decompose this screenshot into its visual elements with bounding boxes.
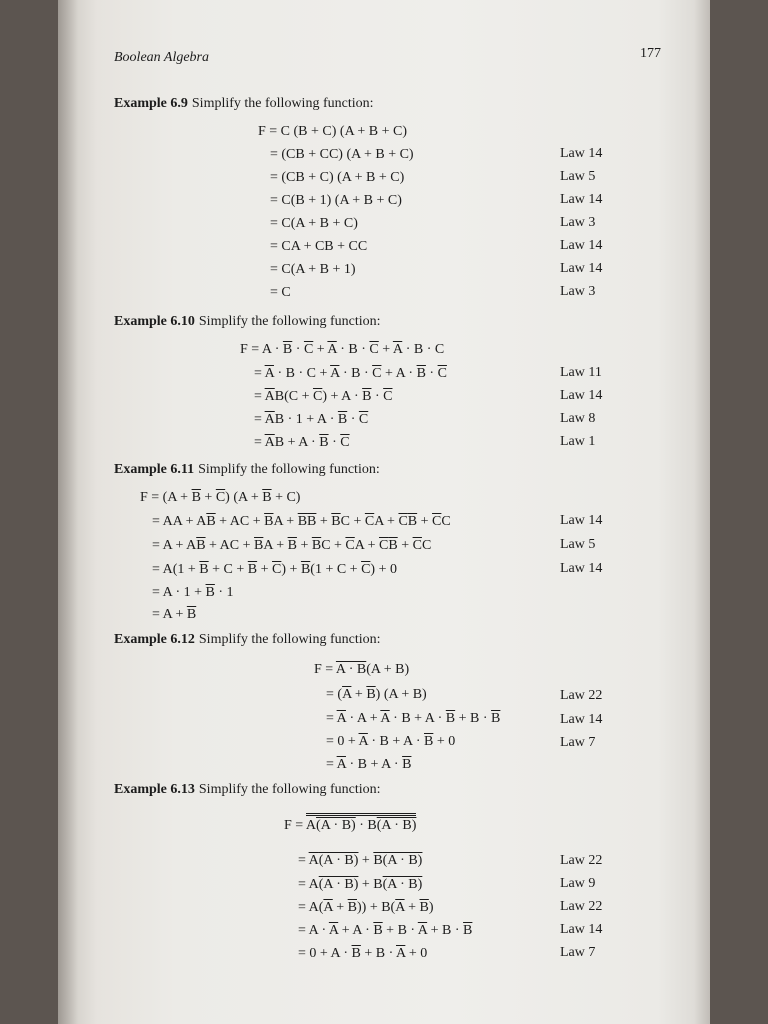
ex69-law-1: Law 14 — [560, 146, 603, 161]
example-label: Example 6.11 — [114, 462, 195, 477]
ex612-law-1: Law 22 — [560, 688, 603, 703]
ex69-step-4: = C(A + B + C) — [270, 216, 358, 231]
ex613-step-4: = $A \cdot \overline{A} + A \cdot \overline{B} + B \cdot \overline{A} + B \cdot \overline{B}$ — [298, 923, 473, 938]
ex69-law-2: Law 5 — [560, 169, 596, 184]
page-number: 177 — [640, 46, 661, 61]
ex613-law-2: Law 9 — [560, 876, 596, 891]
ex69-step-1: = (CB + CC) (A + B + C) — [270, 147, 414, 162]
ex613-step-0: F = A(A · B) · B(A · B) — [284, 818, 416, 834]
ex69-law-3: Law 14 — [560, 192, 603, 207]
ex69-law-6: Law 14 — [560, 261, 603, 276]
example-label: Example 6.9 — [114, 96, 188, 111]
example-6-10-heading — [114, 314, 381, 330]
ex611-law-1: Law 14 — [560, 513, 603, 528]
ex69-step-5: = CA + CB + CC — [270, 239, 368, 254]
ex69-step-2: = (CB + C) (A + B + C) — [270, 170, 405, 185]
example-6-12-heading — [114, 632, 381, 648]
ex610-step-1: = $\overline{A} \cdot B \cdot C + \overline{A} \cdot B \cdot \overline{C} + A \cdot \overline{B} \cdot \overline{C}$ — [254, 366, 447, 381]
ex612-step-0: F = A · B(A + B) — [314, 662, 410, 677]
ex611-law-2: Law 5 — [560, 537, 596, 552]
ex611-step-2: = $A + A\overline{B}$ + AC + $\overline{B}A + \overline{B} + \overline{B}C + \overline{C}A + \overline{C}\overline{B} + \overline{C}C$ — [152, 538, 432, 553]
ex613-law-4: Law 14 — [560, 922, 603, 937]
example-label: Example 6.10 — [114, 314, 195, 329]
ex613-law-5: Law 7 — [560, 945, 596, 960]
example-text: Simplify the following function: — [198, 632, 381, 647]
example-6-13-heading — [114, 782, 381, 798]
ex613-step-5: = $0 + A \cdot \overline{B} + B \cdot \overline{A} + 0$ — [298, 946, 428, 961]
book-page — [58, 0, 710, 1024]
ex612-law-3: Law 7 — [560, 735, 596, 750]
ex610-step-3: = $\overline{A}B \cdot 1 + A \cdot \overline{B} \cdot \overline{C}$ — [254, 412, 369, 427]
ex69-step-0: F = C (B + C) (A + B + C) — [258, 124, 408, 139]
ex611-step-0: $F = (A + \overline{B} + \overline{C})$ $(A + \overline{B} + C)$ — [140, 490, 301, 505]
example-6-11-heading — [114, 462, 380, 478]
ex613-law-3: Law 22 — [560, 899, 603, 914]
ex613-law-1: Law 22 — [560, 853, 603, 868]
ex611-step-4: = $A \cdot 1 + \overline{B} \cdot 1$ — [152, 585, 234, 600]
ex69-law-4: Law 3 — [560, 215, 596, 230]
gutter-shadow — [58, 0, 78, 1024]
ex613-step-3: = $A(\overline{A} + \overline{B})) + B(\overline{A} + \overline{B})$ — [298, 900, 434, 915]
example-label: Example 6.12 — [114, 632, 195, 647]
ex610-step-2: = $\overline{A}B(C + \overline{C}) + A \cdot \overline{B} \cdot \overline{C}$ — [254, 389, 393, 404]
ex612-step-3: = $0 + \overline{A} \cdot B + A \cdot \overline{B} + 0$ — [326, 734, 456, 749]
example-text: Simplify the following function: — [198, 462, 380, 477]
example-label: Example 6.13 — [114, 782, 195, 797]
ex611-step-1: = AA + $A\overline{B}$ + AC + $\overline{B}A + \overline{B}\overline{B} + \overline{B}C + \overline{C}A + \overline{C}\overline{B} + \overline{C}C$ — [152, 514, 451, 529]
ex69-step-7: = C — [270, 285, 291, 300]
example-6-9-heading — [114, 96, 374, 112]
ex610-law-1: Law 11 — [560, 365, 602, 380]
example-text: Simplify the following function: — [198, 314, 381, 329]
ex69-law-7: Law 3 — [560, 284, 596, 299]
page-edge — [694, 0, 710, 1024]
example-text: Simplify the following function: — [198, 782, 381, 797]
ex612-step-4: = $\overline{A} \cdot B + A \cdot \overline{B}$ — [326, 757, 412, 772]
running-head: Boolean Algebra — [114, 50, 210, 65]
ex611-step-3: = $A(1 + \overline{B} + C + \overline{B} + \overline{C}) + \overline{B}(1 + C + \overline{C}) + 0$ — [152, 562, 397, 577]
ex611-law-3: Law 14 — [560, 561, 603, 576]
ex613-step-1: = A(A · B) + B(A · B) — [298, 853, 423, 868]
ex69-law-5: Law 14 — [560, 238, 603, 253]
ex610-law-4: Law 1 — [560, 434, 596, 449]
ex612-step-2: = $\overline{A} \cdot A + \overline{A} \cdot B + A \cdot \overline{B} + B \cdot \overline{B}$ — [326, 711, 501, 726]
example-text: Simplify the following function: — [191, 96, 374, 111]
ex610-step-4: = $\overline{A}B + A \cdot \overline{B} \cdot \overline{C}$ — [254, 435, 350, 450]
ex610-law-3: Law 8 — [560, 411, 596, 426]
ex612-step-1: = $(\overline{A} + \overline{B}) (A + B)$ — [326, 687, 427, 702]
ex613-step-2: = A(A · B) + B(A · B) — [298, 877, 423, 892]
ex69-step-3: = C(B + 1) (A + B + C) — [270, 193, 402, 208]
ex612-law-2: Law 14 — [560, 712, 603, 727]
ex610-law-2: Law 14 — [560, 388, 603, 403]
ex611-step-5: = $A + \overline{B}$ — [152, 607, 197, 622]
ex69-step-6: = C(A + B + 1) — [270, 262, 356, 277]
ex610-step-0: $F = A \cdot \overline{B} \cdot \overline{C} + \overline{A} \cdot B \cdot \overline{C} + \overline{A} \cdot B \cdot C$ — [240, 342, 445, 357]
